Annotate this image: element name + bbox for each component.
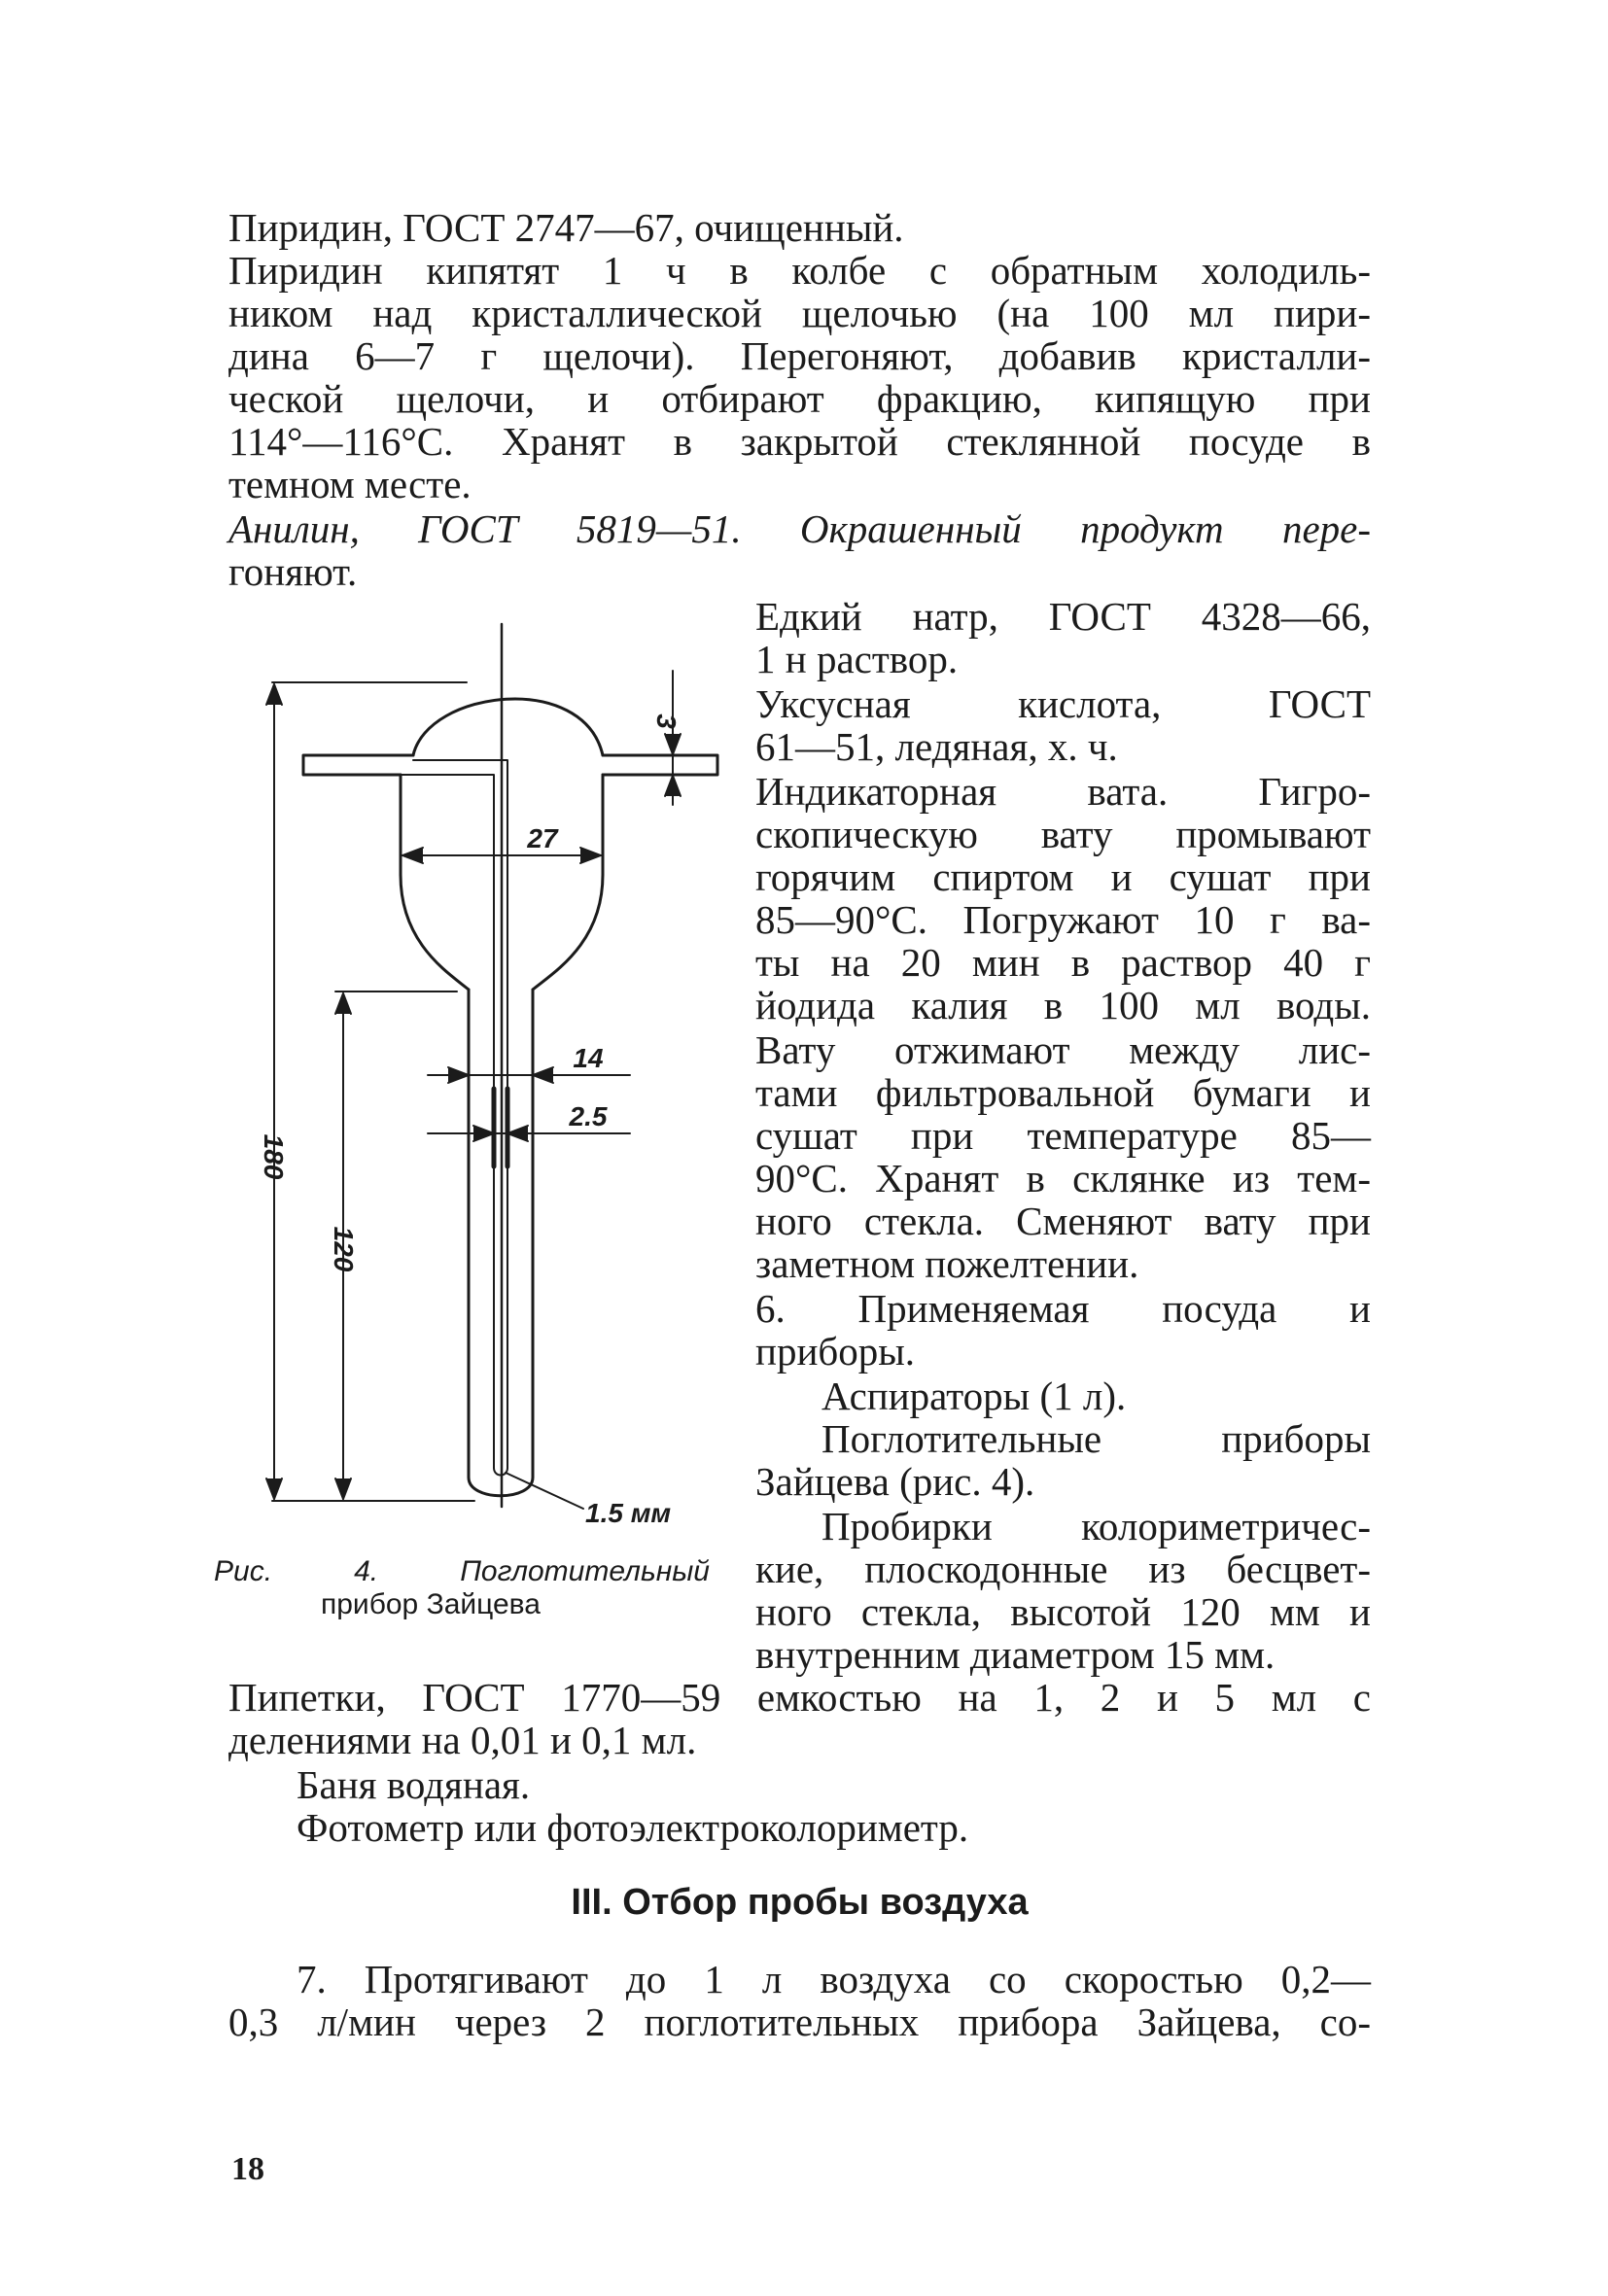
dim-label-1-5mm: 1.5 мм [585, 1498, 672, 1528]
figure-caption-line: прибор Зайцева [321, 1588, 541, 1620]
text-line: ником над кристаллической щелочью (на 100 мл пири- [228, 291, 1371, 335]
text-line: заметном пожелтении. [755, 1241, 1139, 1286]
text-line: Аспираторы (1 л). [821, 1374, 1127, 1418]
text-line: йодида калия в 100 мл воды. [755, 983, 1371, 1027]
text-line: тами фильтровальной бумаги и [755, 1070, 1371, 1115]
text-line: Пиридин, ГОСТ 2747—67, очищенный. [228, 205, 904, 250]
text-line: Пиридин кипятят 1 ч в колбе с обратным холодиль- [228, 248, 1371, 293]
text-line: ты на 20 мин в раствор 40 г [755, 940, 1371, 985]
text-line: ного стекла. Сменяют вату при [755, 1199, 1371, 1243]
text-line: ного стекла, высотой 120 мм и [755, 1589, 1371, 1634]
text-line: ческой щелочи, и отбирают фракцию, кипящую при [228, 376, 1371, 421]
text-line: 61—51, ледяная, х. ч. [755, 724, 1118, 769]
text-line: Вату отжимают между лис- [755, 1027, 1371, 1072]
dim-label-27: 27 [527, 823, 558, 853]
text-line: Пипетки, ГОСТ 1770—59 емкостью на 1, 2 и 5 мл с [228, 1675, 1371, 1720]
text-line: Баня водяная. [297, 1762, 531, 1807]
figure-caption [214, 1555, 710, 1621]
text-line: Пробирки колориметричес- [821, 1504, 1371, 1548]
text-line: Анилин, ГОСТ 5819—51. Окрашенный продукт пере- [228, 506, 1371, 551]
text-line: 90°С. Хранят в склянке из тем- [755, 1156, 1371, 1200]
text-line: 1 н раствор. [755, 637, 959, 681]
text-line: делениями на 0,01 и 0,1 мл. [228, 1718, 697, 1762]
text-line: 0,3 л/мин через 2 поглотительных прибора Зайцева, со- [228, 2000, 1371, 2044]
text-line: Зайцева (рис. 4). [755, 1459, 1035, 1504]
text-line: 6. Применяемая посуда и [755, 1286, 1371, 1331]
text-line: Индикаторная вата. Гигро- [755, 769, 1371, 814]
dim-label-180: 180 [259, 1133, 289, 1180]
text-line: гоняют. [228, 549, 358, 594]
section-heading: III. Отбор пробы воздуха [571, 1882, 1029, 1923]
text-line: 85—90°С. Погружают 10 г ва- [755, 897, 1371, 942]
text-line: кие, плоскодонные из бесцвет- [755, 1547, 1371, 1591]
text-line: сушат при температуре 85— [755, 1113, 1371, 1158]
text-line: горячим спиртом и сушат при [755, 854, 1371, 899]
text-line: дина 6—7 г щелочи). Перегоняют, добавив кристалли- [228, 333, 1371, 378]
text-line: приборы. [755, 1329, 916, 1374]
text-line: темном месте. [228, 462, 472, 506]
figure-caption-line: Рис. 4. Поглотительный [214, 1555, 710, 1587]
text-line: Фотометр или фотоэлектроколориметр. [297, 1805, 969, 1850]
text-line: Едкий натр, ГОСТ 4328—66, [755, 594, 1371, 639]
text-line: Уксусная кислота, ГОСТ [755, 681, 1371, 726]
page-number: 18 [231, 2151, 264, 2187]
dim-label-14: 14 [573, 1043, 604, 1073]
dim-label-3: 3 [651, 713, 682, 729]
text-line: 114°—116°С. Хранят в закрытой стеклянной посуде в [228, 419, 1371, 464]
dim-label-120: 120 [329, 1226, 359, 1272]
text-line: Поглотительные приборы [821, 1416, 1371, 1461]
text-line: 7. Протягивают до 1 л воздуха со скоростью 0,2— [297, 1957, 1371, 2001]
text-line: внутренним диаметром 15 мм. [755, 1632, 1276, 1677]
text-line: скопическую вату промывают [755, 812, 1371, 856]
dim-label-2-5: 2.5 [569, 1101, 608, 1131]
